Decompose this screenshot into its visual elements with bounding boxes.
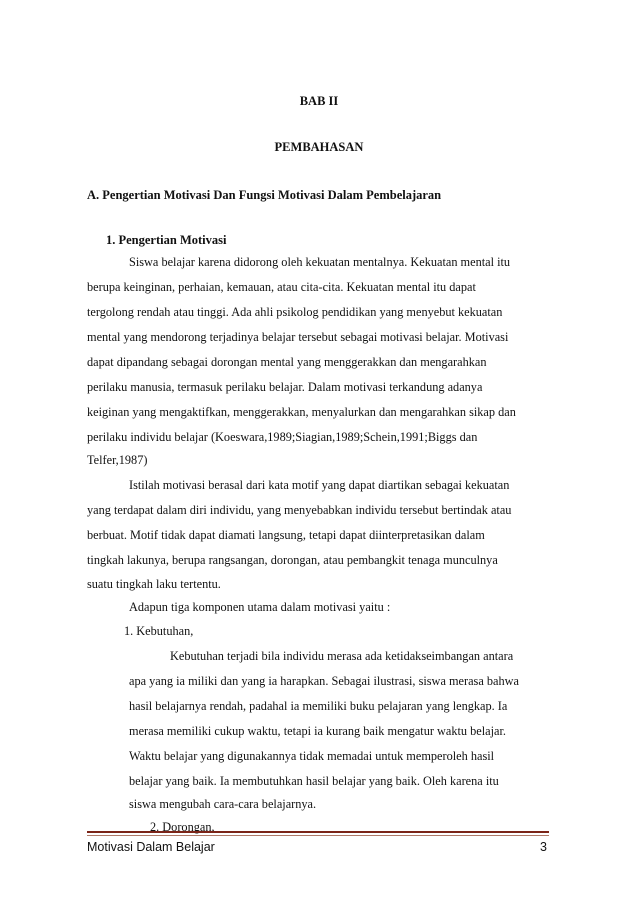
paragraph-line: hasil belajarnya rendah, padahal ia memiliki buku pelajaran yang lengkap. Ia <box>129 699 508 713</box>
footer-title: Motivasi Dalam Belajar <box>87 840 215 854</box>
paragraph-line: mental yang mendorong terjadinya belajar tersebut sebagai motivasi belajar. Motivasi <box>87 330 509 344</box>
paragraph-line: merasa memiliki cukup waktu, tetapi ia kurang baik mengatur waktu belajar. <box>129 724 506 738</box>
footer-divider <box>87 831 549 833</box>
footer-divider-thin <box>87 835 549 836</box>
paragraph-line: perilaku manusia, termasuk perilaku belajar. Dalam motivasi terkandung adanya <box>87 380 483 394</box>
subsection-heading-1: 1. Pengertian Motivasi <box>106 233 227 247</box>
paragraph-line: Waktu belajar yang digunakannya tidak memadai untuk memperoleh hasil <box>129 749 495 763</box>
paragraph-line: apa yang ia miliki dan yang ia harapkan. Sebagai ilustrasi, siswa merasa bahwa <box>129 674 519 688</box>
paragraph-line: tergolong rendah atau tinggi. Ada ahli psikolog pendidikan yang menyebut kekuatan <box>87 305 503 319</box>
chapter-title: PEMBAHASAN <box>274 140 364 154</box>
section-heading-a: A. Pengertian Motivasi Dan Fungsi Motivasi Dalam Pembelajaran <box>87 188 442 202</box>
list-item-1: 1. Kebutuhan, <box>124 624 194 638</box>
paragraph-line: Istilah motivasi berasal dari kata motif yang dapat diartikan sebagai kekuatan <box>129 478 510 492</box>
paragraph-line: berbuat. Motif tidak dapat diamati langsung, tetapi dapat diinterpretasikan dalam <box>87 528 485 542</box>
list-item-2: 2. Dorongan, <box>150 820 215 834</box>
paragraph-line: Kebutuhan terjadi bila individu merasa ada ketidakseimbangan antara <box>170 649 514 663</box>
paragraph-line: Telfer,1987) <box>87 453 148 467</box>
paragraph-line: perilaku individu belajar (Koeswara,1989;Siagian,1989;Schein,1991;Biggs dan <box>87 430 478 444</box>
paragraph-line: berupa keinginan, perhaian, kemauan, atau cita-cita. Kekuatan mental itu dapat <box>87 280 476 294</box>
paragraph-line: yang terdapat dalam diri individu, yang menyebabkan individu tersebut bertindak atau <box>87 503 512 517</box>
paragraph-line: belajar yang baik. Ia membutuhkan hasil belajar yang baik. Oleh karena itu <box>129 774 499 788</box>
paragraph-line: siswa mengubah cara-cara belajarnya. <box>129 797 317 811</box>
paragraph-line: tingkah lakunya, berupa rangsangan, dorongan, atau pembangkit tenaga munculnya <box>87 553 498 567</box>
paragraph-line: Adapun tiga komponen utama dalam motivasi yaitu : <box>129 600 391 614</box>
page-number: 3 <box>540 840 547 854</box>
paragraph-line: Siswa belajar karena didorong oleh kekuatan mentalnya. Kekuatan mental itu <box>129 255 511 269</box>
chapter-number: BAB II <box>299 94 339 108</box>
paragraph-line: keiginan yang mengaktifkan, menggerakkan, menyalurkan dan mengarahkan sikap dan <box>87 405 516 419</box>
paragraph-line: suatu tingkah laku tertentu. <box>87 577 221 591</box>
paragraph-line: dapat dipandang sebagai dorongan mental yang menggerakkan dan mengarahkan <box>87 355 487 369</box>
